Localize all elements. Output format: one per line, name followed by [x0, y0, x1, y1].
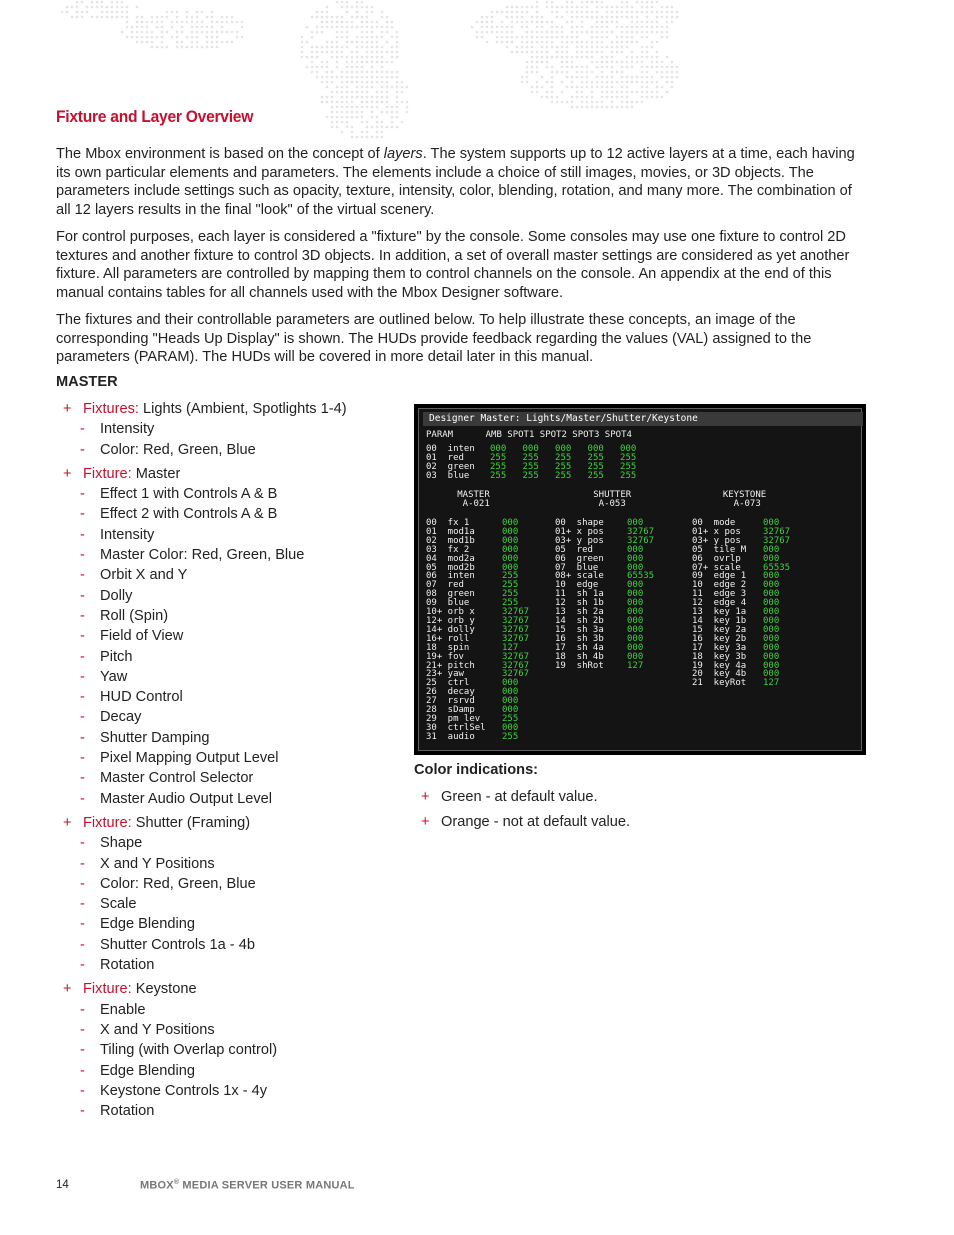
hud-row: 14 sh 2b — [555, 615, 604, 626]
hud-row: 27 rsrvd — [426, 696, 475, 707]
hud-row: 32767 — [763, 535, 791, 546]
hud-keystone-heading: KEYSTONE A-073 — [722, 490, 767, 509]
hud-row: 13 key 1a — [692, 607, 747, 618]
list-item: - Yaw — [80, 668, 128, 685]
list-item: - Shape — [80, 835, 143, 852]
fixture-group — [63, 979, 403, 1121]
hud-lights-values — [490, 445, 636, 481]
hud-screenshot — [414, 404, 866, 755]
hud-row: 127 — [502, 642, 519, 653]
list-item: - Orbit X and Y — [80, 567, 188, 584]
hud-row: 000 — [627, 562, 644, 573]
hud-row: 14+ dolly — [426, 624, 475, 635]
hud-row: 00 shape — [555, 518, 604, 528]
list-item: - Pixel Mapping Output Level — [80, 750, 279, 767]
hud-row: 000 — [763, 518, 780, 528]
hud-row: 32767 — [502, 660, 530, 671]
hud-row: 32767 — [502, 615, 530, 626]
hud-row: 000 — [763, 580, 780, 591]
hud-row: 14 key 1b — [692, 615, 747, 626]
hud-row: 000 — [627, 615, 644, 626]
hud-row: 16 key 2b — [692, 633, 747, 644]
hud-row: 000 — [763, 607, 780, 618]
hud-row: 000 — [502, 518, 519, 528]
hud-row: 03 fx 2 — [426, 544, 470, 555]
fixture-heading: + Fixture: Shutter (Framing) — [63, 814, 251, 831]
fixture-group — [63, 464, 403, 809]
hud-row: 06 green — [555, 553, 604, 564]
list-item: - Shutter Controls 1a - 4b — [80, 936, 255, 953]
hud-row: 05 red — [555, 544, 593, 555]
hud-shutter-heading: SHUTTER A-053 — [593, 490, 632, 509]
hud-row: 255 255 255 255 255 — [490, 461, 637, 472]
hud-row: 19 key 4a — [692, 660, 747, 671]
hud-row: 18 sh 4b — [555, 651, 604, 662]
list-item: - Field of View — [80, 628, 184, 645]
hud-row: 01 mod1a — [426, 526, 475, 537]
paragraph-fixtures: For control purposes, each layer is considered a "fixture" by the console. Some consoles may use one fixture to control 2D textures and another fixture to control 3D objects. In addition, a set of overall master settings are considered as yet another fixture. All parameters are controlled by mapping them to control channels on the console. An appendix at the end of this manual contains tables for all channels used with the Mbox Designer software. — [56, 229, 850, 301]
page-number: 14 — [56, 1179, 69, 1191]
hud-row: 000 — [502, 696, 519, 707]
hud-row: 11 sh 1a — [555, 589, 604, 600]
color-indications-list — [421, 787, 630, 837]
hud-row: 32767 — [627, 526, 655, 537]
hud-row: 26 decay — [426, 687, 475, 698]
list-item: - HUD Control — [80, 689, 183, 706]
hud-row: 01 red — [426, 452, 464, 463]
hud-keystone-values — [763, 519, 790, 688]
hud-row: 000 — [627, 589, 644, 600]
hud-row: 000 — [502, 544, 519, 555]
hud-row: 00 inten — [426, 444, 475, 454]
hud-row: 08 green — [426, 589, 475, 600]
hud-row: 09 edge 1 — [692, 571, 747, 582]
list-item: - Effect 1 with Controls A & B — [80, 486, 278, 503]
hud-row: 13 sh 2a — [555, 607, 604, 618]
list-item: - Rotation — [80, 1103, 155, 1120]
hud-row: 07 blue — [555, 562, 599, 573]
hud-row: 32767 — [627, 535, 655, 546]
hud-row: 01+ x pos — [692, 526, 741, 537]
hud-row: 000 — [627, 598, 644, 609]
hud-row: 18 key 3b — [692, 651, 747, 662]
hud-row: 19+ fov — [426, 651, 464, 662]
hud-panel — [418, 408, 862, 751]
list-item: - Pitch — [80, 648, 133, 665]
hud-row: 000 — [627, 544, 644, 555]
hud-row: 255 — [502, 580, 519, 591]
hud-row: 04 mod2a — [426, 553, 475, 564]
hud-lights-header: PARAM AMB SPOT1 SPOT2 SPOT3 SPOT4 — [426, 430, 632, 440]
fixture-heading: + Fixtures: Lights (Ambient, Spotlights 1-4) — [63, 401, 347, 417]
list-item: - Roll (Spin) — [80, 607, 169, 624]
hud-row: 000 — [627, 633, 644, 644]
hud-lights-params — [426, 445, 475, 481]
hud-row: 000 — [763, 633, 780, 644]
list-item: - X and Y Positions — [80, 855, 215, 872]
hud-row: 05 tile M — [692, 544, 747, 555]
hud-row: 255 — [502, 713, 519, 724]
hud-row: 21 keyRot — [692, 678, 747, 689]
hud-row: 16 sh 3b — [555, 633, 604, 644]
fixture-heading: + Fixture: Keystone — [63, 981, 197, 998]
hud-row: 17 key 3a — [692, 642, 747, 653]
hud-row: 000 — [502, 562, 519, 573]
hud-row: 18 spin — [426, 642, 470, 653]
fixture-heading: + Fixture: Master — [63, 465, 181, 482]
hud-keystone-params — [692, 519, 746, 688]
hud-row: 000 — [763, 615, 780, 626]
hud-row: 255 255 255 255 255 — [490, 452, 637, 463]
hud-row: 23+ yaw — [426, 669, 464, 680]
hud-row: 000 — [627, 607, 644, 618]
hud-row: 65535 — [627, 571, 655, 582]
hud-shutter-values — [627, 519, 654, 670]
hud-master-heading: MASTER A-021 — [457, 490, 490, 509]
hud-row: 000 — [627, 518, 644, 528]
hud-row: 10 edge — [555, 580, 599, 591]
list-item: - Master Control Selector — [80, 770, 254, 787]
hud-row: 000 — [502, 526, 519, 537]
list-item: - Color: Red, Green, Blue — [80, 875, 256, 892]
hud-row: 09 blue — [426, 598, 470, 609]
hud-row: 000 — [763, 642, 780, 653]
master-label: MASTER — [56, 374, 118, 390]
hud-row: 255 — [502, 589, 519, 600]
hud-row: 000 — [502, 678, 519, 689]
hud-master-values — [502, 519, 529, 742]
hud-row: 000 — [502, 535, 519, 546]
hud-row: 17 sh 4a — [555, 642, 604, 653]
hud-row: 08+ scale — [555, 571, 604, 582]
hud-row: 15 sh 3a — [555, 624, 604, 635]
hud-row: 000 — [627, 580, 644, 591]
paragraph-layers: The Mbox environment is based on the concept of layers. The system supports up to 12 active layers at a time, each having its own particular elements and parameters. The elements include a choice of still images, movies, or 3D objects. The parameters include settings such as opacity, texture, intensity, color, blending, rotation, and many more. The combination of all 12 layers results in the final "look" of the virtual scenery. — [56, 146, 855, 218]
list-item: - Edge Blending — [80, 916, 195, 933]
hud-shutter-params — [555, 519, 604, 670]
hud-row: 000 — [627, 651, 644, 662]
fixture-list — [63, 399, 403, 1125]
hud-row: 32767 — [502, 624, 530, 635]
hud-row: 15 key 2a — [692, 624, 747, 635]
hud-row: 000 — [763, 651, 780, 662]
hud-row: 32767 — [763, 526, 791, 537]
list-item: - Tiling (with Overlap control) — [80, 1042, 278, 1059]
hud-row: 255 255 255 255 255 — [490, 470, 637, 481]
color-indications-heading: Color indications: — [414, 762, 539, 778]
hud-row: 00 mode — [692, 518, 736, 528]
hud-row: 000 — [763, 571, 780, 582]
hud-row: 16+ roll — [426, 633, 470, 644]
hud-row: 25 ctrl — [426, 678, 470, 689]
hud-row: 01+ x pos — [555, 526, 604, 537]
hud-row: 000 000 000 000 000 — [490, 444, 637, 454]
hud-row: 127 — [627, 660, 644, 671]
list-item: - Effect 2 with Controls A & B — [80, 506, 278, 523]
hud-row: 000 — [627, 642, 644, 653]
list-item: - Scale — [80, 896, 137, 913]
list-item: - Color: Red, Green, Blue — [80, 441, 256, 458]
hud-row: 000 — [763, 544, 780, 555]
hud-row: 00 fx 1 — [426, 518, 470, 528]
list-item: - Enable — [80, 1001, 146, 1018]
fixture-group — [63, 399, 403, 460]
hud-row: 29 pm lev — [426, 713, 481, 724]
hud-row: 000 — [763, 553, 780, 564]
hud-row: 000 — [763, 669, 780, 680]
list-item: - Master Color: Red, Green, Blue — [80, 547, 305, 564]
hud-row: 03+ y pos — [555, 535, 604, 546]
list-item: - Shutter Damping — [80, 729, 210, 746]
hud-row: 12 edge 4 — [692, 598, 747, 609]
hud-row: 000 — [627, 553, 644, 564]
hud-row: 31 audio — [426, 731, 475, 742]
hud-row: 000 — [763, 624, 780, 635]
hud-row: 12+ orb y — [426, 615, 475, 626]
hud-row: 255 — [502, 571, 519, 582]
list-item: - Decay — [80, 709, 142, 726]
list-item: - Edge Blending — [80, 1062, 195, 1079]
list-item: - X and Y Positions — [80, 1021, 215, 1038]
hud-row: 02 mod1b — [426, 535, 475, 546]
section-title: Fixture and Layer Overview — [56, 107, 254, 126]
hud-row: 000 — [502, 722, 519, 733]
hud-row: 06 ovrlp — [692, 553, 741, 564]
hud-row: 000 — [763, 598, 780, 609]
hud-row: 03 blue — [426, 470, 470, 481]
list-item: - Dolly — [80, 587, 133, 604]
footer-title: MBOX® MEDIA SERVER USER MANUAL — [140, 1179, 355, 1192]
hud-row: 32767 — [502, 633, 530, 644]
paragraph-huds: The fixtures and their controllable parameters are outlined below. To help illustrate these concepts, an image of the corresponding "Heads Up Display" is shown. The HUDs provide feedback regarding the values (VAL) assigned to the parameters (PARAM). The HUDs will be covered in more detail later in this manual. — [56, 312, 812, 366]
list-item: - Intensity — [80, 421, 155, 438]
hud-row: 06 inten — [426, 571, 475, 582]
hud-row: 12 sh 1b — [555, 598, 604, 609]
list-item: + Orange - not at default value. — [421, 814, 631, 830]
hud-row: 255 — [502, 731, 519, 742]
hud-row: 32767 — [502, 651, 530, 662]
list-item: - Keystone Controls 1x - 4y — [80, 1082, 268, 1099]
hud-row: 32767 — [502, 669, 530, 680]
hud-row: 30 ctrlSel — [426, 722, 486, 733]
hud-row: 02 green — [426, 461, 475, 472]
hud-row: 11 edge 3 — [692, 589, 747, 600]
hud-title: Designer Master: Lights/Master/Shutter/Keystone — [423, 412, 863, 426]
hud-row: 000 — [502, 553, 519, 564]
hud-row: 255 — [502, 598, 519, 609]
hud-row: 32767 — [502, 607, 530, 618]
hud-row: 000 — [763, 589, 780, 600]
hud-row: 20 key 4b — [692, 669, 747, 680]
hud-row: 10+ orb x — [426, 607, 475, 618]
fixture-group — [63, 813, 403, 975]
list-item: + Green - at default value. — [421, 789, 598, 805]
hud-row: 05 mod2b — [426, 562, 475, 573]
hud-row: 65535 — [763, 562, 791, 573]
hud-row: 10 edge 2 — [692, 580, 747, 591]
hud-row: 000 — [502, 705, 519, 716]
hud-row: 127 — [763, 678, 780, 689]
hud-row: 000 — [502, 687, 519, 698]
hud-row: 03+ y pos — [692, 535, 741, 546]
list-item: - Rotation — [80, 957, 155, 974]
hud-master-params — [426, 519, 486, 742]
hud-row: 000 — [627, 624, 644, 635]
list-item: - Master Audio Output Level — [80, 790, 272, 807]
list-item: - Intensity — [80, 526, 155, 543]
hud-row: 19 shRot — [555, 660, 604, 671]
hud-row: 07+ scale — [692, 562, 741, 573]
hud-row: 28 sDamp — [426, 705, 475, 716]
hud-row: 000 — [763, 660, 780, 671]
hud-row: 07 red — [426, 580, 464, 591]
hud-row: 21+ pitch — [426, 660, 475, 671]
